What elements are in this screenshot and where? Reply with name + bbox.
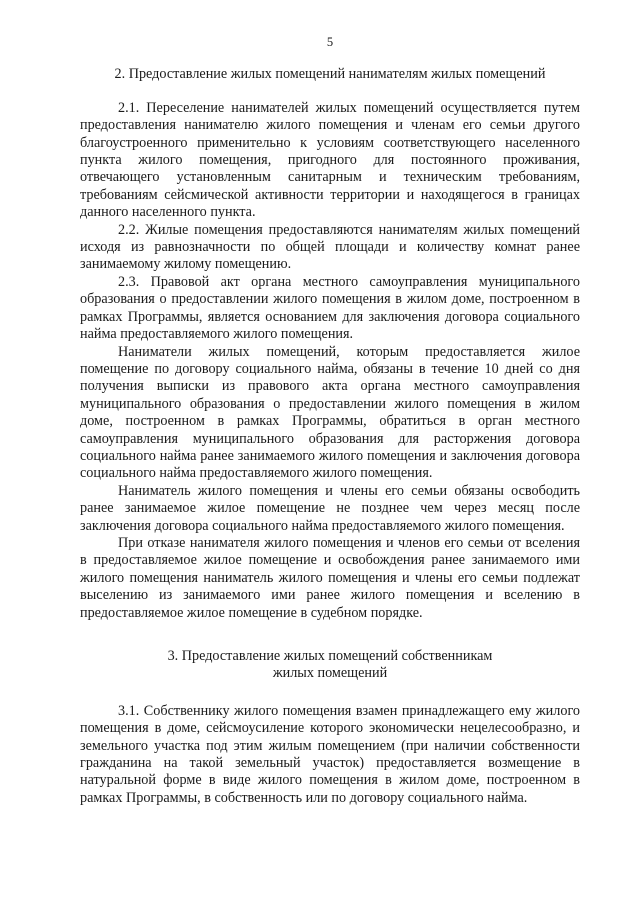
paragraph-2-2: 2.2. Жилые помещения предоставляются нанимателям жилых помещений исходя из равнозначности по общей площади и количеству комнат ранее занимаемому жилому помещению. (80, 221, 580, 273)
paragraph-tenants-obligation: Наниматели жилых помещений, которым предоставляется жилое помещение по договору социального найма, обязаны в течение 10 дней со дня получения выписки из правового акта органа местного самоуправления муниципального образования о предоставлении жилого помещения в жилом доме, построенном в рамках Программы, обратиться в орган местного самоуправления муниципального образования для расторжения договора социального найма ранее занимаемого жилого помещения и заключения договора социального найма предоставляемого жилого помещения. (80, 343, 580, 482)
section-3-title (80, 648, 580, 683)
page-number: 5 (326, 35, 334, 49)
paragraph-vacate-premises: Наниматель жилого помещения и члены его семьи обязаны освободить ранее занимаемое жилое помещение не позднее чем через месяц после заключения договора социального найма предоставляемого жилого помещения. (80, 482, 580, 534)
section-3-title-line-1: 3. Предоставление жилых помещений собственникам (167, 648, 493, 664)
paragraph-2-1: 2.1. Переселение нанимателей жилых помещений осуществляется путем предоставления нанимателю жилого помещения и членам его семьи другого благоустроенного применительно к условиям соответствующего населенного пункта жилого помещения, пригодного для постоянного проживания, отвечающего установленным санитарным и техническим требованиям, требованиям сейсмической активности территории и находящегося в границах данного населенного пункта. (80, 99, 580, 221)
section-2-body (80, 100, 580, 622)
paragraph-refusal-eviction: При отказе нанимателя жилого помещения и членов его семьи от вселения в предоставляемое жилое помещение и освобождения ранее занимаемого ими жилого помещения наниматель жилого помещения и члены его семьи подлежат выселению из занимаемого ими ранее жилого помещения и вселению в предоставляемое жилое помещение в судебном порядке. (80, 534, 580, 621)
section-2-title: 2. Предоставление жилых помещений нанимателям жилых помещений (114, 66, 546, 83)
document-page (80, 34, 580, 807)
section-3-title-line-2: жилых помещений (272, 665, 388, 682)
section-3-body (80, 703, 580, 807)
paragraph-3-1: 3.1. Собственнику жилого помещения взамен принадлежащего ему жилого помещения в доме, сейсмоусиление которого экономически нецелесообразно, и земельного участка под этим жилым помещением (при наличии собственности гражданина на такой земельный участок) предоставляется возмещение в натуральной форме в виде жилого помещения в жилом доме, построенном в рамках Программы, в собственность или по договору социального найма. (80, 702, 580, 806)
section-spacer (80, 622, 580, 648)
paragraph-2-3: 2.3. Правовой акт органа местного самоуправления муниципального образования о предоставлении жилого помещения в жилом доме, построенном в рамках Программы, является основанием для заключения договора социального найма предоставляемого жилого помещения. (80, 273, 580, 343)
